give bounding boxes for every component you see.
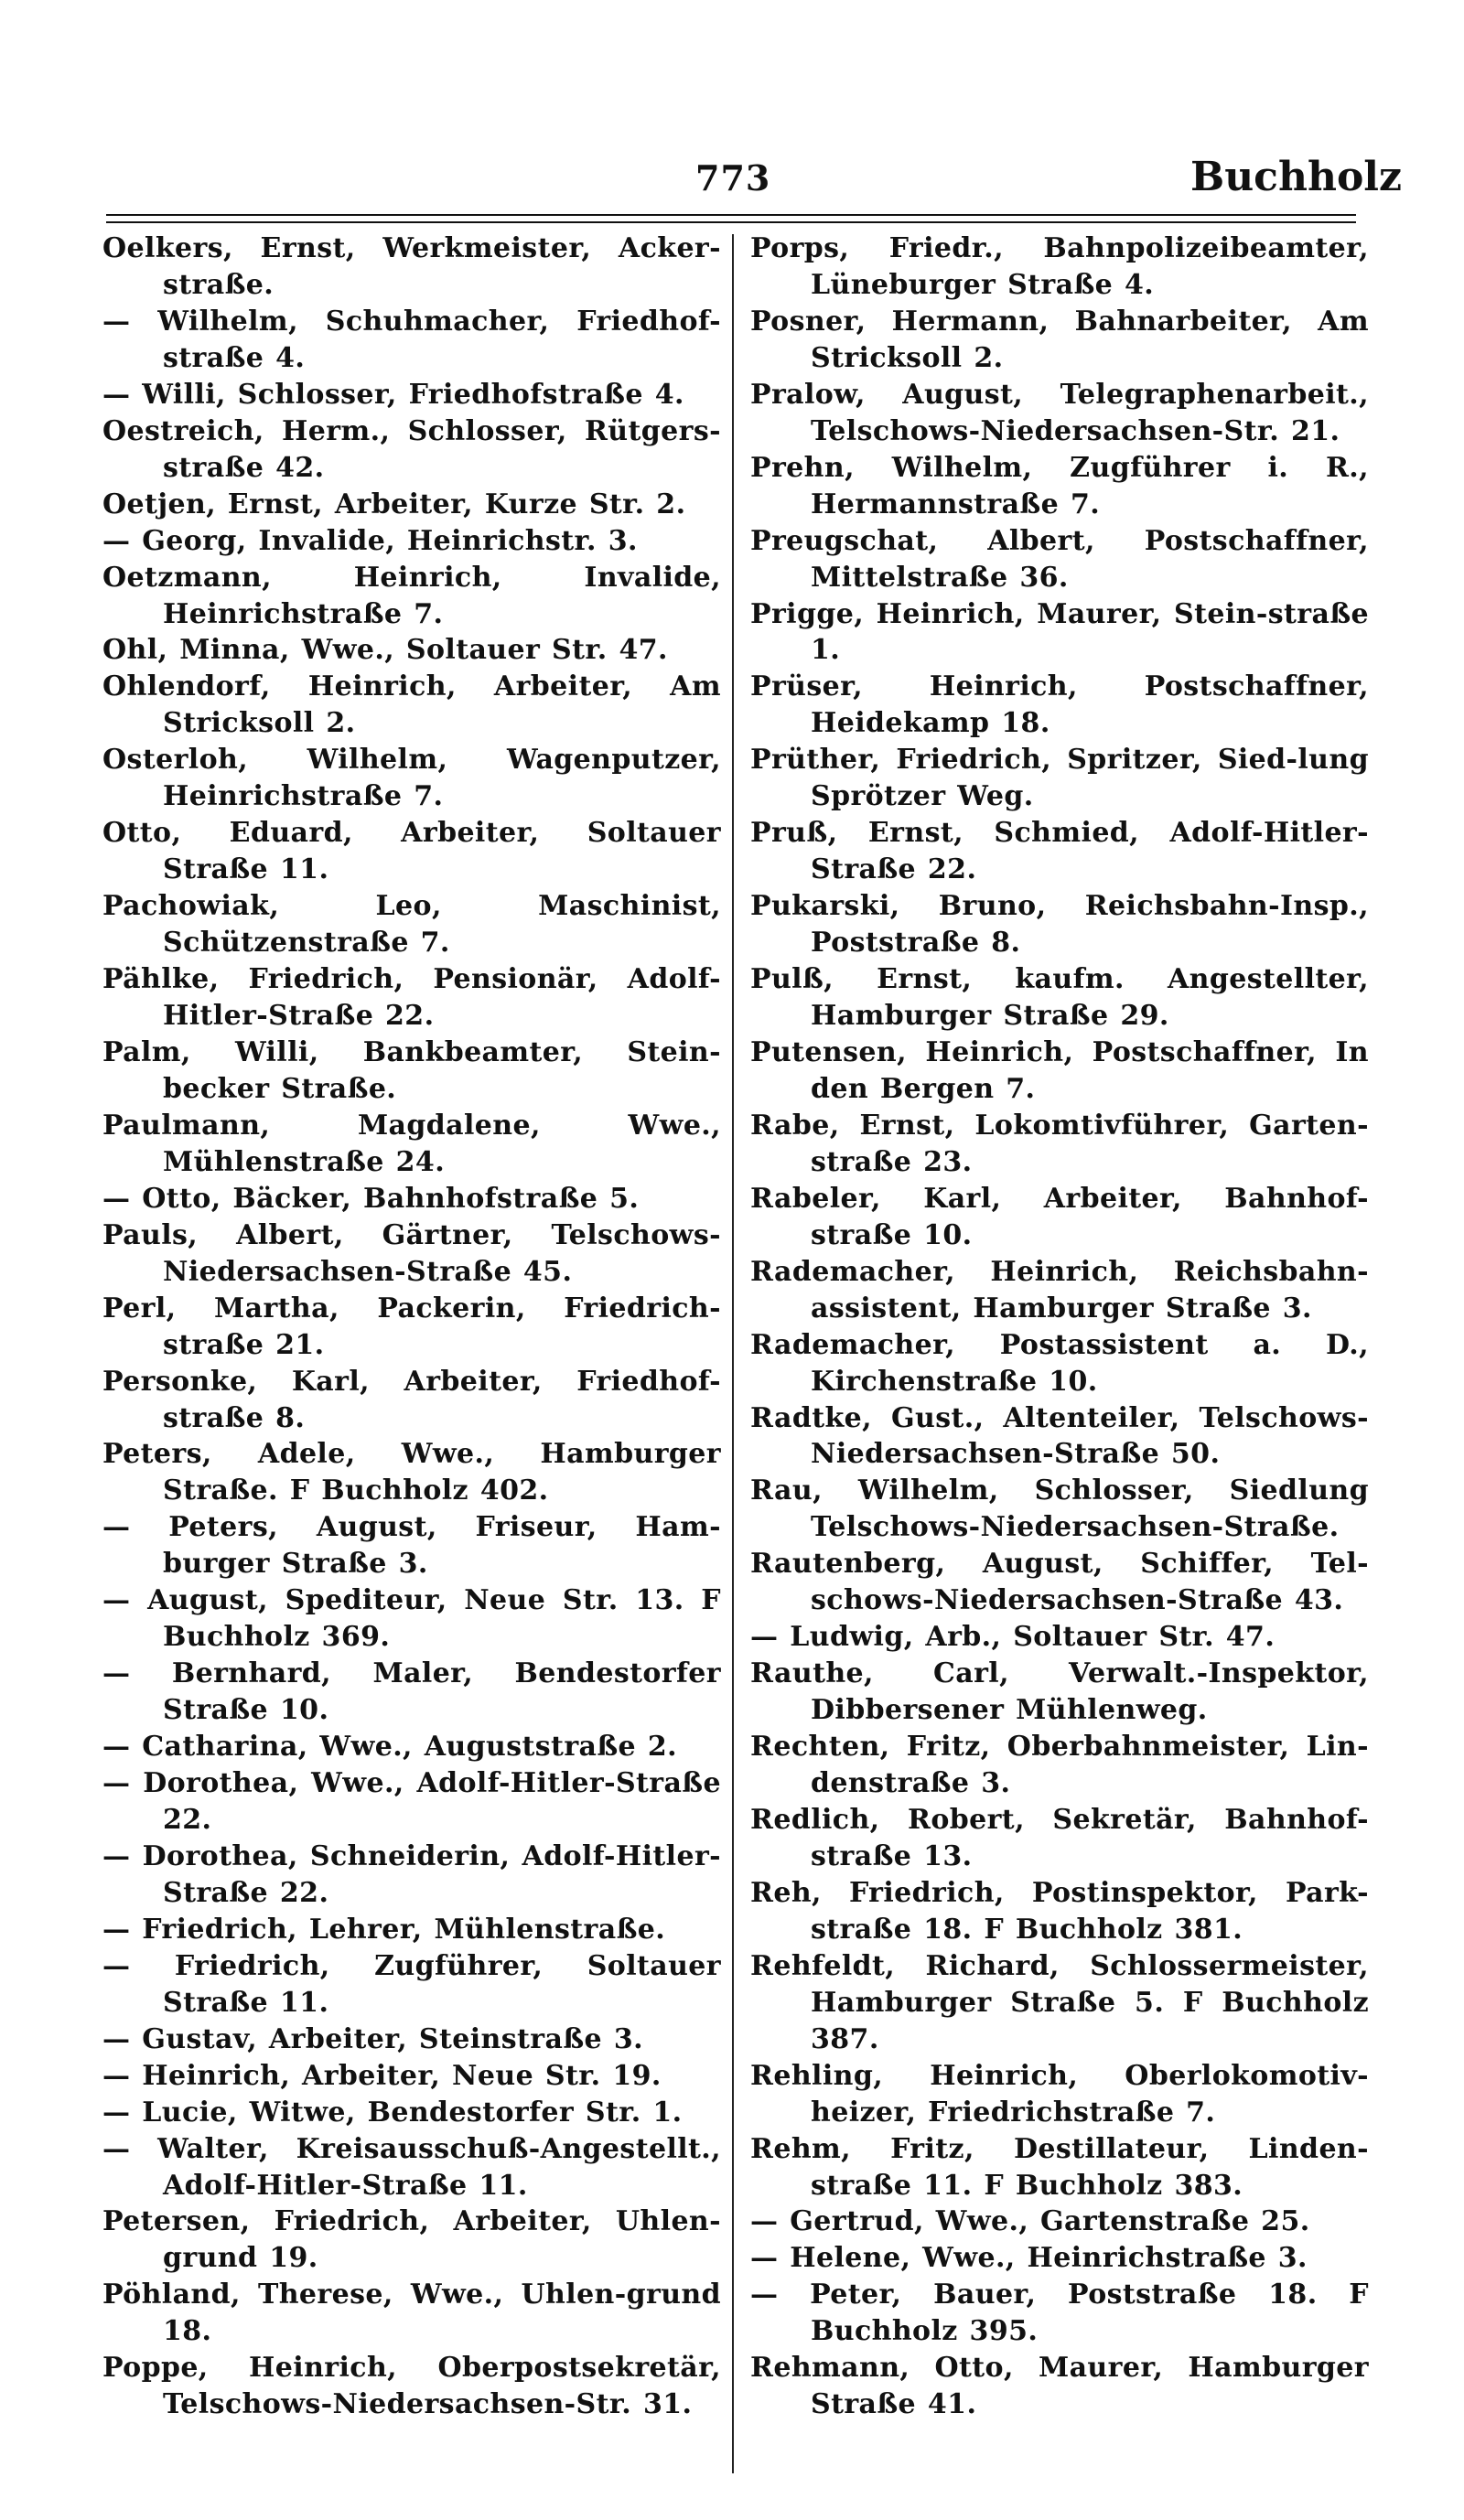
- directory-entry: Rehm, Fritz, Destillateur, Linden-straße 11. F Buchholz 383.: [750, 2132, 1369, 2202]
- directory-entry: Rabeler, Karl, Arbeiter, Bahnhof-straße 10.: [750, 1182, 1369, 1251]
- directory-entry: — Heinrich, Arbeiter, Neue Str. 19.: [102, 2059, 662, 2092]
- running-head-place: Buchholz: [1190, 154, 1402, 200]
- column-divider: [732, 234, 734, 2473]
- directory-entry: — August, Spediteur, Neue Str. 13. F Buchholz 369.: [102, 1584, 721, 1654]
- directory-entry: — Helene, Wwe., Heinrichstraße 3.: [750, 2242, 1308, 2275]
- directory-entry: Otto, Eduard, Arbeiter, Soltauer Straße 11.: [102, 817, 721, 886]
- directory-entry: — Willi, Schlosser, Friedhofstraße 4.: [102, 378, 684, 411]
- directory-entry: — Catharina, Wwe., Auguststraße 2.: [102, 1731, 678, 1764]
- directory-entry: Rau, Wilhelm, Schlosser, Siedlung Telschows-Niedersachsen-Straße.: [750, 1474, 1369, 1544]
- directory-entry: Perl, Martha, Packerin, Friedrich-straße 21.: [102, 1292, 721, 1361]
- directory-entry: — Otto, Bäcker, Bahnhofstraße 5.: [102, 1182, 640, 1215]
- directory-entry: Prüther, Friedrich, Spritzer, Sied-lung Sprötzer Weg.: [750, 744, 1369, 813]
- directory-entry: Oestreich, Herm., Schlosser, Rütgers-straße 42.: [102, 414, 721, 484]
- right-column: [750, 231, 1369, 2423]
- directory-entry: Pählke, Friedrich, Pensionär, Adolf-Hitler-Straße 22.: [102, 963, 721, 1033]
- directory-entry: Redlich, Robert, Sekretär, Bahnhof-straße 13.: [750, 1803, 1369, 1872]
- directory-entry: Petersen, Friedrich, Arbeiter, Uhlen-grund 19.: [102, 2205, 721, 2275]
- directory-entry: Rademacher, Heinrich, Reichsbahn-assistent, Hamburger Straße 3.: [750, 1255, 1369, 1324]
- directory-entry: — Dorothea, Wwe., Adolf-Hitler-Straße 22.: [102, 1767, 721, 1836]
- directory-entry: Rehling, Heinrich, Oberlokomotiv-heizer, Friedrichstraße 7.: [750, 2059, 1369, 2129]
- directory-entry: Reh, Friedrich, Postinspektor, Park-straße 18. F Buchholz 381.: [750, 1876, 1369, 1946]
- directory-entry: Prigge, Heinrich, Maurer, Stein-straße 1.: [750, 597, 1369, 667]
- directory-entry: Oelkers, Ernst, Werkmeister, Acker-straße.: [102, 232, 721, 301]
- left-column: [102, 231, 721, 2423]
- directory-entry: — Bernhard, Maler, Bendestorfer Straße 10.: [102, 1657, 721, 1727]
- directory-entry: — Gustav, Arbeiter, Steinstraße 3.: [102, 2022, 643, 2055]
- directory-entry: Pauls, Albert, Gärtner, Telschows-Niedersachsen-Straße 45.: [102, 1218, 721, 1288]
- header-rule-bottom: [106, 221, 1356, 223]
- directory-entry: Personke, Karl, Arbeiter, Friedhof-straße 8.: [102, 1365, 721, 1434]
- directory-entry: Rautenberg, August, Schiffer, Tel-schows-Niedersachsen-Straße 43.: [750, 1548, 1369, 1617]
- directory-entry: — Dorothea, Schneiderin, Adolf-Hitler-Straße 22.: [102, 1839, 721, 1909]
- directory-entry: Paulmann, Magdalene, Wwe., Mühlenstraße 24.: [102, 1109, 721, 1178]
- directory-entry: — Peter, Bauer, Poststraße 18. F Buchholz 395.: [750, 2279, 1369, 2348]
- directory-entry: Osterloh, Wilhelm, Wagenputzer, Heinrichstraße 7.: [102, 744, 721, 813]
- directory-entry: — Friedrich, Zugführer, Soltauer Straße 11.: [102, 1949, 721, 2019]
- directory-entry: Porps, Friedr., Bahnpolizeibeamter, Lüneburger Straße 4.: [750, 232, 1369, 301]
- directory-entry: Peters, Adele, Wwe., Hamburger Straße. F Buchholz 402.: [102, 1438, 721, 1507]
- directory-entry: Putensen, Heinrich, Postschaffner, In den Bergen 7.: [750, 1035, 1369, 1105]
- directory-entry: — Walter, Kreisausschuß-Angestellt., Adolf-Hitler-Straße 11.: [102, 2132, 721, 2202]
- directory-entry: — Wilhelm, Schuhmacher, Friedhof-straße 4.: [102, 305, 721, 374]
- directory-entry: Oetjen, Ernst, Arbeiter, Kurze Str. 2.: [102, 488, 686, 520]
- directory-entry: Preugschat, Albert, Postschaffner, Mittelstraße 36.: [750, 524, 1369, 594]
- directory-entry: Pöhland, Therese, Wwe., Uhlen-grund 18.: [102, 2279, 721, 2348]
- directory-entry: Ohlendorf, Heinrich, Arbeiter, Am Stricksoll 2.: [102, 670, 721, 740]
- directory-entry: Rauthe, Carl, Verwalt.-Inspektor, Dibbersener Mühlenweg.: [750, 1657, 1369, 1727]
- directory-entry: — Lucie, Witwe, Bendestorfer Str. 1.: [102, 2096, 683, 2129]
- directory-entry: Poppe, Heinrich, Oberpostsekretär, Telschows-Niedersachsen-Str. 31.: [102, 2352, 721, 2421]
- directory-entry: Rechten, Fritz, Oberbahnmeister, Lin-denstraße 3.: [750, 1731, 1369, 1800]
- directory-entry: Posner, Hermann, Bahnarbeiter, Am Stricksoll 2.: [750, 305, 1369, 374]
- directory-entry: — Ludwig, Arb., Soltauer Str. 47.: [750, 1621, 1276, 1654]
- directory-entry: Oetzmann, Heinrich, Invalide, Heinrichstraße 7.: [102, 561, 721, 630]
- directory-entry: Rademacher, Postassistent a. D., Kirchenstraße 10.: [750, 1328, 1369, 1398]
- directory-entry: Pruß, Ernst, Schmied, Adolf-Hitler-Straße 22.: [750, 817, 1369, 886]
- directory-entry: — Gertrud, Wwe., Gartenstraße 25.: [750, 2205, 1310, 2238]
- directory-entry: Pralow, August, Telegraphenarbeit., Telschows-Niedersachsen-Str. 21.: [750, 378, 1369, 447]
- directory-entry: Rabe, Ernst, Lokomtivführer, Garten-straße 23.: [750, 1109, 1369, 1178]
- directory-entry: Pulß, Ernst, kaufm. Angestellter, Hamburger Straße 29.: [750, 963, 1369, 1033]
- directory-entry: Prehn, Wilhelm, Zugführer i. R., Hermannstraße 7.: [750, 451, 1369, 520]
- directory-entry: Prüser, Heinrich, Postschaffner, Heidekamp 18.: [750, 670, 1369, 740]
- directory-entry: Pachowiak, Leo, Maschinist, Schützenstraße 7.: [102, 890, 721, 960]
- directory-entry: Pukarski, Bruno, Reichsbahn-Insp., Poststraße 8.: [750, 890, 1369, 960]
- page-number: 773: [695, 157, 771, 198]
- directory-entry: — Georg, Invalide, Heinrichstr. 3.: [102, 524, 638, 557]
- directory-entry: — Friedrich, Lehrer, Mühlenstraße.: [102, 1913, 666, 1946]
- directory-entry: Radtke, Gust., Altenteiler, Telschows-Niedersachsen-Straße 50.: [750, 1401, 1369, 1471]
- directory-entry: Rehfeldt, Richard, Schlossermeister, Hamburger Straße 5. F Buchholz 387.: [750, 1949, 1369, 2055]
- directory-entry: Rehmann, Otto, Maurer, Hamburger Straße 41.: [750, 2352, 1369, 2421]
- directory-entry: Ohl, Minna, Wwe., Soltauer Str. 47.: [102, 634, 668, 667]
- directory-entry: Palm, Willi, Bankbeamter, Stein-becker Straße.: [102, 1035, 721, 1105]
- directory-entry: — Peters, August, Friseur, Ham-burger Straße 3.: [102, 1511, 721, 1581]
- header-rule-top: [106, 214, 1356, 216]
